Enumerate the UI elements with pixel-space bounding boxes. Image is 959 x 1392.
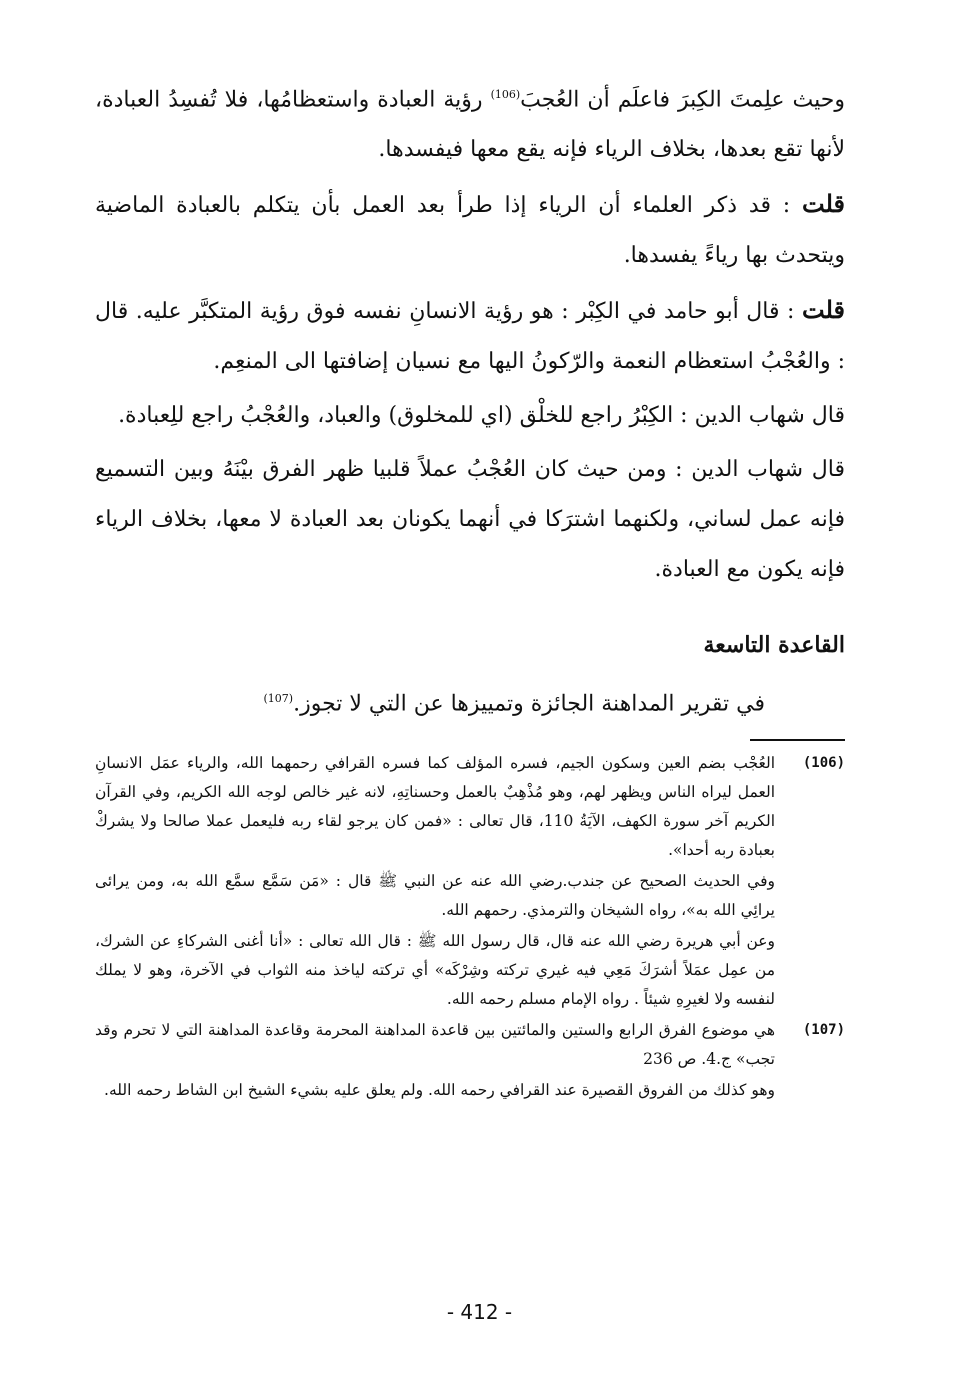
paragraph-3-lead: قلت [802,295,845,325]
footnote-body [95,749,775,1016]
paragraph-1-text-b: رؤية العبادة واستعظامُها، فلا تُفسِدُ العبادة، لأنها تقع بعدها، بخلاف الرياء فإنه يقع معها فيفسدها. [95,87,845,163]
footnote-body [95,1016,775,1107]
paragraph-1 [95,70,845,175]
footnote-ref-106[interactable]: (106) [490,88,521,101]
footnote-107 [95,1016,845,1107]
paragraph-3-text: : قال أبو حامد في الكِبْر : هو رؤية الانسانِ نفسه فوق رؤية المتكبَّر عليه. قال : والعُجْبُ استعظام النعمة والرّكونُ اليها مع نسيان إضافتها الى المنعِم. [95,299,845,375]
footnote-paragraph: وهو كذلك من الفروق القصيرة عند القرافي رحمه الله. ولم يعلق عليه بشيء الشيخ ابن الشاط رحمه الله. [104,1080,775,1099]
page-number: - 412 - [446,1300,513,1324]
footnote-number: (106) [802,754,845,771]
footnote-divider [750,739,845,741]
paragraph-1-text-a: وحيث علِمتَ الكِبرَ فاعلَم أن العُجبَ [520,87,845,113]
paragraph-2-lead: قلت [802,189,845,219]
section-subtitle-text: في تقرير المداهنة الجائزة وتمييزها عن التي لا تجوز. [293,691,765,717]
footnote-paragraph: هي موضوع الفرق الرابع والستين والمائتين بين قاعدة المداهنة المحرمة وقاعدة المداهنة التي لا تحرم وقد تجب» ج.4. ص 236 [95,1020,775,1068]
footnote-number: (107) [802,1021,845,1038]
section-title: القاعدة التاسعة [703,632,845,659]
paragraph-2-text: : قد ذكر العلماء أن الرياء إذا طرأ بعد العمل بأن يتكلم بالعبادة الماضية ويتحدث بها رياءً يفسدها. [95,193,845,269]
section-subtitle [95,679,845,724]
paragraph-3 [95,285,845,387]
paragraph-2 [95,179,845,281]
page-content [95,70,845,1107]
footnote-paragraph: العُجْب بضم العين وسكون الجيم، فسره المؤلف كما فسره القرافي رحمهما الله، والرياء عمَل الانسانِ العمل ليراه الناس ويظهر لهم، وهو مُذْهِبٌ بالعمل وحسناتِهِ، لانه غير خالص لوجه الله الكريم، وفي القرآن الكريم آخر سورة الكهف، الآيَةُ 110، قال تعالى : «فمن كان يرجو لقاء ربه فليعمل عملا صالحا ولا يشركْ بعبادة ربه أحدا». [95,753,775,859]
paragraph-4: قال شهاب الدين : الكِبْرُ راجع للخلْق (اي للمخلوق) والعباد، والعُجْبُ راجع للِعبادة. [118,403,845,429]
footnote-paragraph: وفي الحديث الصحيح عن جندب.رضي الله عنه عن النبي ﷺ قال : «مَن سَمَّع سمَّع الله به، ومن يرائى يرائِي الله به»، رواه الشيخان والترمذي. رحمهم الله. [95,871,775,919]
footnote-paragraph: وعن أبي هريرة رضي الله عنه قال، قال رسول الله ﷺ : قال الله تعالى : «أنا أغنى الشركاءِ عن الشرك، من عمِل عمَلاً أشرَكَ مَعِي فيه غيري تركته وشِرْكَه» أي تركته لياخذ منه الثواب في الآخرة، وهو لا يملك لنفسه ولا لغيرِهِ شيئاً . رواه الإمام مسلم رحمه الله. [95,931,775,1008]
footnote-ref-107[interactable]: (107) [263,692,294,706]
footnote-106 [95,749,845,1016]
paragraph-5: قال شهاب الدين : ومن حيث كان العُجْبُ عملاً قلبيا ظهر الفرق بيْنَهُ وبين التسميع فإنه عمل لساني، ولكنهما اشترَكا في أنهما يكونان بعد العبادة لا معها، بخلاف الرياء فإنه يكون مع العبادة. [95,457,845,583]
